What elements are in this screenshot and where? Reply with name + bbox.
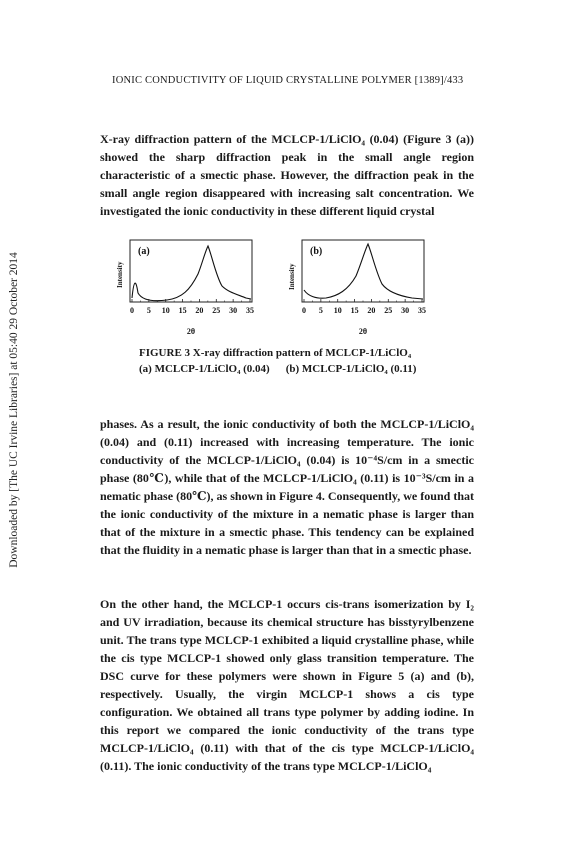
- panel-a-xlabel: 2θ: [186, 327, 196, 336]
- caption-main: FIGURE 3 X-ray diffraction pattern of MCLCP-1/LiClO₄: [139, 347, 412, 359]
- caption-sub-a: (a) MCLCP-1/LiClO₄ (0.04): [139, 363, 270, 375]
- x-tick-label: 35: [418, 306, 426, 315]
- x-tick-label: 20: [195, 306, 204, 315]
- x-tick-label: 5: [318, 306, 323, 315]
- figure-caption: [139, 345, 459, 377]
- x-tick-label: 20: [367, 306, 376, 315]
- x-tick-label: 5: [146, 306, 151, 315]
- x-tick-label: 10: [161, 306, 170, 315]
- panel-a-ylabel: Intensity: [116, 261, 124, 288]
- caption-sub: [139, 361, 459, 377]
- x-tick-label: 0: [130, 306, 134, 315]
- x-tick-label: 15: [178, 306, 187, 315]
- panel-b-xlabel: 2θ: [358, 327, 368, 336]
- paragraph-3: On the other hand, the MCLCP-1 occurs cis-trans isomerization by I₂ and UV irradiation, because its chemical structure has bisstyrylbenzene unit. The trans type MCLCP-1 exhibited a liquid crystalline phase, while the cis type MCLCP-1 showed only glass transition temperature. The DSC curve for these polymers were shown in Figure 5 (a) and (b), respectively. Usually, the virgin MCLCP-1 shows a cis type configuration. We obtained all trans type polymer by adding iodine. In this report we compared the ionic conductivity of the trans type MCLCP-1/LiClO₄ (0.11) with that of the cis type MCLCP-1/LiClO₄ (0.11). The ionic conductivity of the trans type MCLCP-1/LiClO₄: [100, 597, 474, 773]
- panel-a-ticks: [130, 299, 254, 315]
- paragraph-1: X-ray diffraction pattern of the MCLCP-1/LiClO₄ (0.04) (Figure 3 (a)) showed the sharp diffraction peak in the small angle region characteristic of a smectic phase. However, the diffraction peak in the small angle region disappeared with increasing salt concentration. We investigated the ionic conductivity in these different liquid crystal: [100, 132, 474, 218]
- x-tick-label: 10: [333, 306, 342, 315]
- panel-a: [116, 240, 254, 336]
- x-tick-label: 0: [302, 306, 306, 315]
- panel-b-ylabel: Intensity: [288, 263, 296, 290]
- panel-b: [288, 240, 426, 336]
- x-tick-label: 30: [401, 306, 410, 315]
- x-tick-label: 30: [229, 306, 238, 315]
- download-watermark: [6, 180, 22, 640]
- panel-b-label: (b): [310, 246, 323, 257]
- caption-sub-b: (b) MCLCP-1/LiClO₄ (0.11): [285, 363, 417, 375]
- x-tick-label: 25: [384, 306, 393, 315]
- x-tick-label: 15: [350, 306, 359, 315]
- x-tick-label: 25: [212, 306, 221, 315]
- paragraph-2: phases. As a result, the ionic conductivity of both the MCLCP-1/LiClO₄ (0.04) and (0.11) increased with increasing temperature. The ionic conductivity of the MCLCP-1/LiClO₄ (0.04) is 10⁻⁴S/cm in a smectic phase (80℃), while that of the MCLCP-1/LiClO₄ (0.11) is 10⁻³S/cm in a nematic phase (80℃), as shown in Figure 4. Consequently, we found that the ionic conductivity of the mixture in a nematic phase is larger than that of the mixture in a smectic phase. This tendency can be explained that the fluidity in a nematic phase is larger than that in a smectic phase.: [100, 417, 474, 557]
- running-header: IONIC CONDUCTIVITY OF LIQUID CRYSTALLINE POLYMER [1389]/433: [112, 75, 464, 86]
- panel-a-curve: [132, 246, 251, 301]
- panel-b-ticks: [302, 299, 426, 315]
- xrd-plots: [112, 238, 452, 338]
- x-tick-label: 35: [246, 306, 254, 315]
- figure-3: [112, 238, 452, 338]
- download-watermark-text: Downloaded by [The UC Irvine Libraries] at 05:40 29 October 2014: [8, 252, 20, 568]
- panel-a-label: (a): [138, 246, 150, 257]
